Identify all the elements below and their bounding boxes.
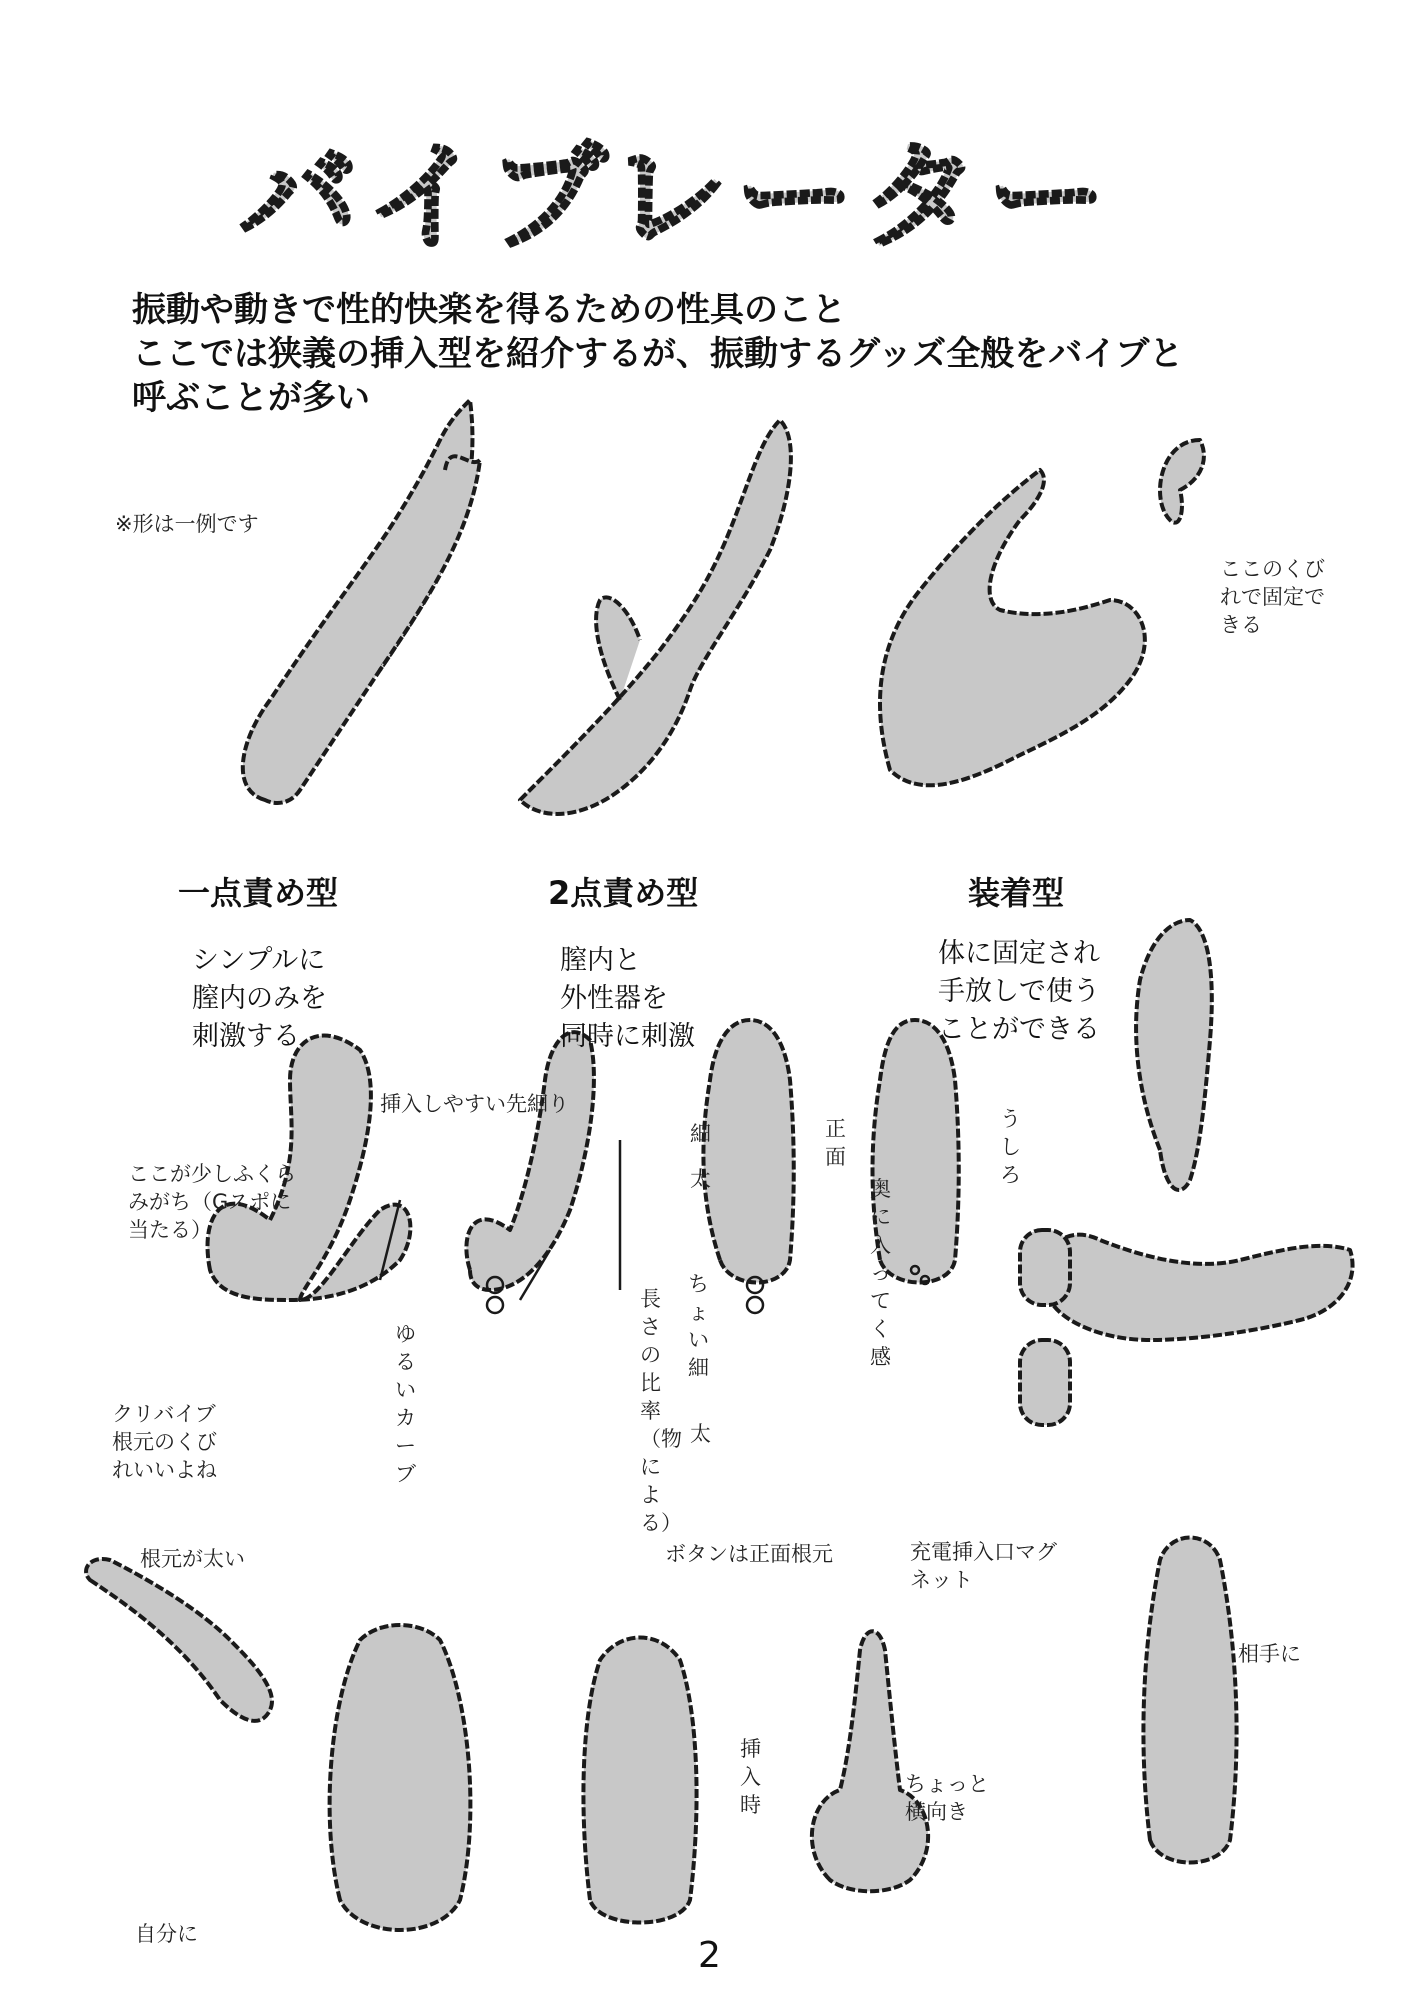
note-side-view: ちょっと横向き [905, 1772, 989, 1824]
type-label-two-point: 2点責め型 [548, 874, 699, 912]
bottom-base-view [330, 1625, 471, 1930]
note-thin: 細 [690, 1122, 711, 1146]
diagram-charger-bottom [1020, 1340, 1070, 1425]
two-point-vibe-shape [520, 420, 791, 814]
note-for-self: 自分に [135, 1922, 198, 1946]
one-point-vibe-shape [243, 400, 473, 803]
bottom-self-use [86, 1559, 272, 1721]
note-inserted: 挿入時 [740, 1737, 761, 1817]
note-front: 正面 [825, 1117, 846, 1169]
note-length-ratio: 長さの比率（物による） [640, 1287, 682, 1535]
note-gentle-curve: ゆるいカーブ [395, 1322, 416, 1486]
bottom-partner-use [1143, 1538, 1236, 1863]
bottom-top-view [583, 1638, 696, 1923]
intro-line-3: 呼ぶことが多い [132, 378, 370, 418]
note-back: うしろ [1000, 1107, 1021, 1187]
page-number: 2 [698, 1935, 721, 1976]
type-label-one-point: 一点責め型 [178, 874, 339, 912]
diagram-worn-vibe [1044, 1235, 1353, 1340]
svg-text:バイブレーター: バイブレーター [240, 128, 1114, 266]
intro-line-2: ここでは狭義の挿入型を紹介するが、振動するグッズ全般をバイブと [132, 334, 1184, 374]
note-charge: 充電挿入口マグネット [910, 1540, 1057, 1592]
intro-line-1: 振動や動きで性的快楽を得るための性具のこと [132, 290, 846, 330]
note-easy-insert: 挿入しやすい先細り [380, 1092, 569, 1116]
bottom-inserted-view [812, 1631, 928, 1891]
type-desc-two-point: 膣内と 外性器を 同時に刺激 [560, 945, 695, 1052]
note-thick-bottom: 太 [690, 1422, 711, 1446]
note-g-spot: ここが少しふくらみがち（Gスポに当たる） [128, 1162, 296, 1242]
diagram-charger-top [1020, 1230, 1070, 1305]
note-inner-feel: 奥に入ってく感 [870, 1177, 891, 1369]
note-fix-here: ここのくびれで固定できる [1220, 557, 1325, 637]
note-thick-top: 太 [690, 1167, 711, 1191]
note-clit-vibe: クリバイブ根元のくびれいいよね [112, 1402, 217, 1482]
note-buttons: ボタンは正面根元 [665, 1542, 833, 1566]
wearable-vibe-top [1160, 440, 1204, 523]
diagram-hand-held [1136, 920, 1212, 1190]
diagram-length-vibe [466, 1032, 594, 1290]
type-label-wearable: 装着型 [968, 874, 1065, 912]
note-base-thick: 根元が太い [140, 1547, 245, 1571]
type-desc-wearable: 体に固定され 手放しで使う ことができる [938, 938, 1100, 1045]
note-slightly-thin: ちょい細 [688, 1272, 709, 1380]
note-for-partner: 相手に [1238, 1642, 1301, 1666]
wearable-vibe-shape [880, 470, 1145, 785]
diagram-front-view [703, 1020, 793, 1283]
type-desc-one-point: シンプルに 膣内のみを 刺激する [192, 945, 327, 1052]
note-shape-disclaimer: ※形は一例です [115, 512, 259, 536]
